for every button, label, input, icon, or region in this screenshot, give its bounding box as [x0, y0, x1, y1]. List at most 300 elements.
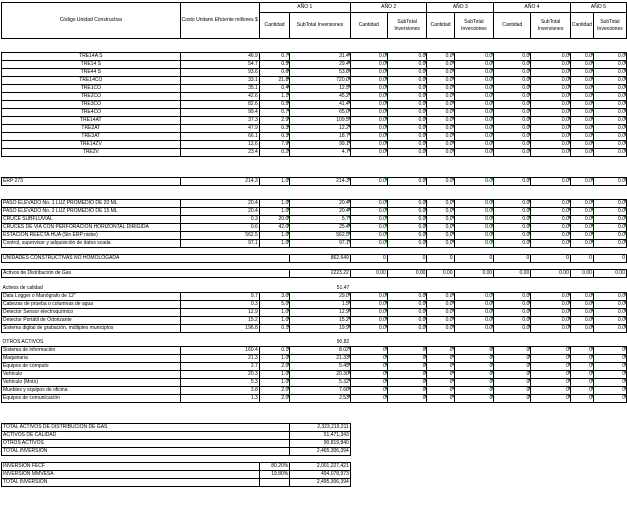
row-zero-value: 0.0 [387, 324, 427, 332]
row-zero-value: 0.0 [387, 300, 427, 308]
row-zero-value: 0 [454, 379, 494, 387]
row-zero-value: 0.00 [387, 270, 427, 278]
row-zero-value: 0 [427, 395, 454, 403]
spacer-row [2, 456, 627, 463]
row-zero-value: 0 [454, 347, 494, 355]
row-zero-value: 0.0 [350, 232, 387, 240]
row-cost: 5.3 [180, 379, 259, 387]
row-zero-value: 0.0 [454, 292, 494, 300]
total-value: 90,819,840 [290, 440, 351, 448]
row-zero-value: 0.0 [427, 292, 454, 300]
row-zero-value: 0.0 [350, 85, 387, 93]
row-zero-value: 0 [531, 379, 571, 387]
row-zero-value: 0.0 [454, 109, 494, 117]
row-zero-value: 0.0 [531, 85, 571, 93]
row-zero-value: 0 [454, 387, 494, 395]
row-subtotal: 41.4 [290, 101, 351, 109]
row-zero-value: 0.0 [570, 149, 593, 157]
row-qty: 1.0 [259, 355, 289, 363]
row-zero-value: 0.0 [387, 69, 427, 77]
row-qty: 3.0 [259, 292, 289, 300]
row-zero-value: 0 [570, 371, 593, 379]
row-zero-value: 0.0 [494, 324, 531, 332]
row-zero-value: 0 [531, 255, 571, 263]
row-zero-value: 0 [387, 387, 427, 395]
row-qty: 0.1 [259, 324, 289, 332]
header-cantidad: Cantidad [570, 13, 593, 39]
row-zero-value: 0.00 [593, 270, 626, 278]
row-zero-value: 0 [494, 355, 531, 363]
row-zero-value: 0.0 [494, 300, 531, 308]
header-anio-4: AÑO 4 [494, 3, 571, 13]
row-zero-value: 0.0 [427, 101, 454, 109]
row-zero-value: 0 [593, 363, 626, 371]
row-qty: 1.0 [259, 208, 289, 216]
row-zero-value: 0 [593, 255, 626, 263]
row-subtotal: 214.3 [290, 178, 351, 186]
row-zero-value: 0 [350, 255, 387, 263]
row-zero-value: 0.0 [427, 93, 454, 101]
row-qty: 0.4 [259, 85, 289, 93]
row-zero-value: 0.0 [427, 125, 454, 133]
row-code: TRE3CO [2, 101, 181, 109]
row-zero-value: 0.0 [350, 224, 387, 232]
row-zero-value: 0.0 [494, 61, 531, 69]
row-code: PASO ELEVADO No. 2 LUZ PROMEDIO DE 15 ML [2, 208, 181, 216]
header-anio-2: AÑO 2 [350, 3, 427, 13]
row-subtotal: 12.2 [290, 125, 351, 133]
row-zero-value: 0.0 [350, 316, 387, 324]
row-code: Vehículo (Moto) [2, 379, 181, 387]
empty-cell [350, 471, 626, 479]
row-zero-value: 0.0 [454, 240, 494, 248]
row-zero-value: 0.0 [427, 117, 454, 125]
row-zero-value: 0.0 [454, 117, 494, 125]
row-zero-value: 0 [531, 347, 571, 355]
row-zero-value: 0.0 [593, 240, 626, 248]
row-subtotal: 7.66 [290, 387, 351, 395]
row-code: TRE14 S [2, 61, 181, 69]
row-zero-value: 0 [427, 371, 454, 379]
row-cost: 160.4 [180, 347, 259, 355]
row-zero-value: 0.00 [494, 270, 531, 278]
row-zero-value: 0.0 [454, 208, 494, 216]
row-zero-value: 0.0 [427, 300, 454, 308]
row-zero-value: 0.0 [350, 61, 387, 69]
row-subtotal: 97.1 [290, 240, 351, 248]
row-zero-value: 0 [593, 387, 626, 395]
row-code: Vehículo [2, 371, 181, 379]
header-anio-3: AÑO 3 [427, 3, 494, 13]
spacer-row [2, 186, 627, 193]
row-zero-value: 0 [570, 347, 593, 355]
row-code: TRE14CO [2, 77, 181, 85]
activos-dist-subtotal: 2223.22 [290, 270, 351, 278]
row-zero-value: 0.0 [427, 216, 454, 224]
row-subtotal: 2.53 [290, 395, 351, 403]
row-zero-value: 0.0 [350, 117, 387, 125]
empty-cell [350, 339, 626, 347]
row-zero-value: 0 [454, 255, 494, 263]
otros-total: 90.82 [336, 339, 350, 345]
row-zero-value: 0.0 [350, 109, 387, 117]
row-zero-value: 0.0 [570, 300, 593, 308]
row-zero-value: 0 [570, 395, 593, 403]
row-zero-value: 0.0 [494, 292, 531, 300]
row-zero-value: 0.0 [531, 117, 571, 125]
spacer-row [2, 332, 627, 339]
row-zero-value: 0.0 [531, 133, 571, 141]
row-zero-value: 0.0 [387, 77, 427, 85]
row-zero-value: 0.0 [427, 200, 454, 208]
row-code: TRE4CO [2, 109, 181, 117]
row-zero-value: 0.0 [494, 133, 531, 141]
row-zero-value: 0.0 [427, 69, 454, 77]
row-zero-value: 0.0 [454, 133, 494, 141]
row-subtotal: 5.45 [290, 363, 351, 371]
row-code: Muebles y equipos de oficina [2, 387, 181, 395]
row-subtotal: 5.32 [290, 379, 351, 387]
row-zero-value: 0.0 [350, 77, 387, 85]
row-qty: 7.9 [259, 141, 289, 149]
row-zero-value: 0 [593, 371, 626, 379]
row-cost: 93.6 [180, 69, 259, 77]
row-cost: 9.7 [180, 292, 259, 300]
row-zero-value: 0.0 [454, 69, 494, 77]
row-zero-value: 0.0 [570, 69, 593, 77]
row-zero-value: 0.0 [427, 141, 454, 149]
row-zero-value: 0.0 [387, 216, 427, 224]
row-qty: 2.0 [259, 387, 289, 395]
row-zero-value: 0.0 [454, 93, 494, 101]
total-label: TOTAL ACTIVOS DE DISTRIBUCIÓN DE GAS [2, 424, 290, 432]
header-cantidad: Cantidad [427, 13, 454, 39]
calidad-total: 51.47 [336, 284, 350, 291]
row-zero-value: 0.0 [350, 240, 387, 248]
row-code: TRE3AT [2, 133, 181, 141]
row-zero-value: 0.0 [531, 308, 571, 316]
total-label: TOTAL INVERSIÓN [2, 448, 290, 456]
row-zero-value: 0.0 [454, 61, 494, 69]
row-zero-value: 0 [593, 395, 626, 403]
row-subtotal: 5.7 [290, 216, 351, 224]
row-qty: 42.0 [259, 224, 289, 232]
row-subtotal: 20.30 [290, 371, 351, 379]
row-subtotal: 109.5 [290, 117, 351, 125]
header-subtotal: SubTotal Inversiones [290, 13, 351, 39]
row-zero-value: 0.0 [494, 141, 531, 149]
row-code: Maquinaria [2, 355, 181, 363]
row-code: TRE44 S [2, 69, 181, 77]
row-zero-value: 0 [350, 387, 387, 395]
spacer-row [2, 248, 627, 255]
row-zero-value: 0 [531, 371, 571, 379]
spacer-row [2, 403, 627, 410]
row-zero-value: 0.0 [494, 216, 531, 224]
row-cost: 3.8 [180, 387, 259, 395]
row-zero-value: 0.0 [350, 149, 387, 157]
row-zero-value: 0.0 [350, 200, 387, 208]
row-zero-value: 0.0 [350, 308, 387, 316]
row-code: ERP 273 [2, 178, 181, 186]
row-cost: 46.9 [180, 53, 259, 61]
row-zero-value: 0.0 [593, 324, 626, 332]
row-zero-value: 0.0 [531, 69, 571, 77]
row-zero-value: 0.0 [427, 308, 454, 316]
investment-table [1, 2, 627, 487]
row-zero-value: 0 [570, 255, 593, 263]
total-value: 51,471,343 [290, 432, 351, 440]
row-zero-value: 0 [454, 395, 494, 403]
header-subtotal: SubTotal Inversiones [531, 13, 571, 39]
row-zero-value: 0.0 [387, 200, 427, 208]
row-zero-value: 0.0 [593, 61, 626, 69]
row-zero-value: 0.0 [454, 300, 494, 308]
row-code: Equipos de comunicación [2, 395, 181, 403]
row-zero-value: 0.0 [427, 109, 454, 117]
row-zero-value: 0.0 [454, 316, 494, 324]
row-zero-value: 0 [570, 387, 593, 395]
row-zero-value: 0 [494, 395, 531, 403]
row-zero-value: 0 [494, 347, 531, 355]
row-zero-value: 0.0 [570, 141, 593, 149]
row-zero-value: 0.0 [427, 77, 454, 85]
row-zero-value: 0.00 [531, 270, 571, 278]
row-zero-value: 0.0 [593, 149, 626, 157]
row-zero-value: 0 [531, 387, 571, 395]
row-zero-value: 0 [350, 379, 387, 387]
empty-cell [350, 432, 626, 440]
row-zero-value: 0.0 [350, 208, 387, 216]
row-zero-value: 0.0 [570, 125, 593, 133]
spacer-row [2, 278, 627, 285]
row-zero-value: 0.0 [531, 101, 571, 109]
row-cost: 196.8 [180, 324, 259, 332]
row-zero-value: 0.0 [570, 216, 593, 224]
row-zero-value: 0.0 [454, 178, 494, 186]
row-qty: 0.3 [259, 133, 289, 141]
row-zero-value: 0.0 [427, 208, 454, 216]
inversion-label: INVERSIÓN FECF [2, 463, 260, 471]
row-zero-value: 0.0 [387, 133, 427, 141]
row-zero-value: 0 [454, 363, 494, 371]
row-cost: 66.1 [180, 133, 259, 141]
row-zero-value: 0.0 [427, 324, 454, 332]
row-zero-value: 0.0 [454, 77, 494, 85]
row-zero-value: 0.0 [387, 93, 427, 101]
row-zero-value: 0.0 [494, 240, 531, 248]
row-zero-value: 0.0 [570, 77, 593, 85]
row-code: TRE14A S [2, 53, 181, 61]
activos-dist-label: Activos de Distribución de Gas [2, 270, 290, 278]
row-zero-value: 0.0 [593, 300, 626, 308]
empty-cell [350, 424, 626, 432]
inversion-value: 2,495,306,394 [290, 479, 351, 487]
row-code: TRE14ZV [2, 141, 181, 149]
row-subtotal: 99.1 [290, 141, 351, 149]
row-cost: 20.4 [180, 208, 259, 216]
row-zero-value: 0.0 [593, 232, 626, 240]
row-subtotal: 45.2 [290, 93, 351, 101]
row-zero-value: 0.0 [454, 232, 494, 240]
header-subtotal: SubTotal Inversiones [387, 13, 427, 39]
row-subtotal: 65.0 [290, 109, 351, 117]
header-cantidad: Cantidad [494, 13, 531, 39]
header-cantidad: Cantidad [350, 13, 387, 39]
row-zero-value: 0.0 [494, 316, 531, 324]
row-zero-value: 0.0 [387, 232, 427, 240]
row-zero-value: 0 [570, 355, 593, 363]
row-zero-value: 0 [593, 355, 626, 363]
row-zero-value: 0.0 [350, 133, 387, 141]
row-zero-value: 0.0 [454, 53, 494, 61]
row-qty: 0.7 [259, 53, 289, 61]
row-subtotal: 720.0 [290, 77, 351, 85]
row-zero-value: 0.0 [570, 292, 593, 300]
row-subtotal: 29.0 [290, 292, 351, 300]
row-subtotal: 12.5 [290, 85, 351, 93]
row-zero-value: 0.0 [454, 101, 494, 109]
row-zero-value: 0.0 [494, 109, 531, 117]
spacer-row [2, 46, 627, 53]
row-cost: 47.9 [180, 125, 259, 133]
row-zero-value: 0.0 [454, 149, 494, 157]
header-subtotal: SubTotal Inversiones [593, 13, 626, 39]
row-cost: 2.7 [180, 363, 259, 371]
row-zero-value: 0.0 [387, 224, 427, 232]
row-subtotal: 20.4 [290, 200, 351, 208]
row-qty: 2.0 [259, 395, 289, 403]
row-zero-value: 0.0 [593, 200, 626, 208]
row-zero-value: 0 [350, 347, 387, 355]
row-zero-value: 0.0 [593, 316, 626, 324]
row-zero-value: 0.0 [427, 316, 454, 324]
row-cost: 12.9 [180, 308, 259, 316]
row-cost: 20.3 [180, 371, 259, 379]
row-qty: 21.8 [259, 77, 289, 85]
row-zero-value: 0 [531, 355, 571, 363]
spacer-row [2, 410, 627, 417]
row-code: Detector Sensor electroquímico [2, 308, 181, 316]
inversion-pct: 80.20% [259, 463, 289, 471]
row-code: Sistema de información [2, 347, 181, 355]
row-zero-value: 0.0 [494, 208, 531, 216]
row-code: Equipos de cómputo [2, 363, 181, 371]
row-zero-value: 0.0 [454, 324, 494, 332]
row-zero-value: 0.0 [531, 77, 571, 85]
row-zero-value: 0 [350, 363, 387, 371]
header-anio-5: AÑO 5 [570, 3, 626, 13]
empty-cell [350, 479, 626, 487]
row-cost: 12.6 [180, 141, 259, 149]
header-anio-1: AÑO 1 [259, 3, 350, 13]
row-qty: 0.3 [259, 125, 289, 133]
row-zero-value: 0.00 [350, 270, 387, 278]
row-qty: 1.0 [259, 379, 289, 387]
row-code: CRUCES DE VIA CON PERFORACION HORIZONTAL DIRIGIDA [2, 224, 181, 232]
empty-cell [350, 440, 626, 448]
row-subtotal: 1.5 [290, 300, 351, 308]
row-zero-value: 0.0 [350, 300, 387, 308]
row-zero-value: 0.0 [350, 69, 387, 77]
total-value: 2,465,306,394 [290, 448, 351, 456]
row-qty: 0.5 [259, 101, 289, 109]
row-zero-value: 0.0 [593, 208, 626, 216]
row-zero-value: 0 [494, 255, 531, 263]
row-zero-value: 0.0 [593, 109, 626, 117]
row-cost: 54.7 [180, 61, 259, 69]
row-qty: 0.1 [259, 347, 289, 355]
row-zero-value: 0 [350, 395, 387, 403]
row-cost: 23.4 [180, 149, 259, 157]
row-qty: 2.0 [259, 363, 289, 371]
row-qty: 1.1 [259, 93, 289, 101]
row-zero-value: 0.0 [387, 178, 427, 186]
row-zero-value: 0.0 [570, 324, 593, 332]
row-zero-value: 0.0 [531, 316, 571, 324]
row-zero-value: 0.0 [531, 240, 571, 248]
row-zero-value: 0 [570, 379, 593, 387]
row-zero-value: 0.0 [454, 125, 494, 133]
row-zero-value: 0 [387, 395, 427, 403]
row-zero-value: 0.0 [593, 85, 626, 93]
spacer-row [2, 39, 627, 46]
row-zero-value: 0.0 [494, 224, 531, 232]
row-zero-value: 0 [387, 355, 427, 363]
inversion-pct: 19.80% [259, 471, 289, 479]
row-zero-value: 0 [494, 387, 531, 395]
row-zero-value: 0.0 [531, 125, 571, 133]
no-homologada-label: UNIDADES CONSTRUCTIVAS NO HOMOLOGADA [2, 255, 290, 263]
row-zero-value: 0.0 [531, 109, 571, 117]
row-zero-value: 0.0 [494, 178, 531, 186]
row-zero-value: 0.0 [387, 101, 427, 109]
row-zero-value: 0.0 [350, 292, 387, 300]
total-value: 2,323,215,211 [290, 424, 351, 432]
row-zero-value: 0.0 [494, 117, 531, 125]
row-cost: 33.1 [180, 77, 259, 85]
row-zero-value: 0.0 [570, 240, 593, 248]
row-subtotal: 53.8 [290, 69, 351, 77]
header-codigo: Código Unidad Constructiva [2, 3, 181, 39]
row-qty: 1.0 [259, 240, 289, 248]
row-cost: 0.3 [180, 216, 259, 224]
row-zero-value: 0.0 [387, 61, 427, 69]
row-qty: 0.5 [259, 61, 289, 69]
row-code: TRE14AT [2, 117, 181, 125]
row-zero-value: 0 [570, 363, 593, 371]
row-zero-value: 0 [387, 379, 427, 387]
row-zero-value: 0.0 [350, 125, 387, 133]
row-zero-value: 0.0 [593, 133, 626, 141]
row-code: TRE2CO [2, 93, 181, 101]
row-zero-value: 0.0 [350, 53, 387, 61]
row-zero-value: 0.0 [494, 69, 531, 77]
row-code: TRE1CO [2, 85, 181, 93]
row-zero-value: 0 [531, 363, 571, 371]
row-qty: 5.0 [259, 300, 289, 308]
row-cost: 15.2 [180, 316, 259, 324]
row-zero-value: 0.0 [531, 149, 571, 157]
row-zero-value: 0.0 [427, 240, 454, 248]
row-zero-value: 0.0 [570, 101, 593, 109]
empty-cell [350, 448, 626, 456]
row-subtotal: 8.02 [290, 347, 351, 355]
row-zero-value: 0.0 [531, 93, 571, 101]
row-zero-value: 0 [454, 371, 494, 379]
row-subtotal: 12.9 [290, 308, 351, 316]
row-zero-value: 0 [531, 395, 571, 403]
